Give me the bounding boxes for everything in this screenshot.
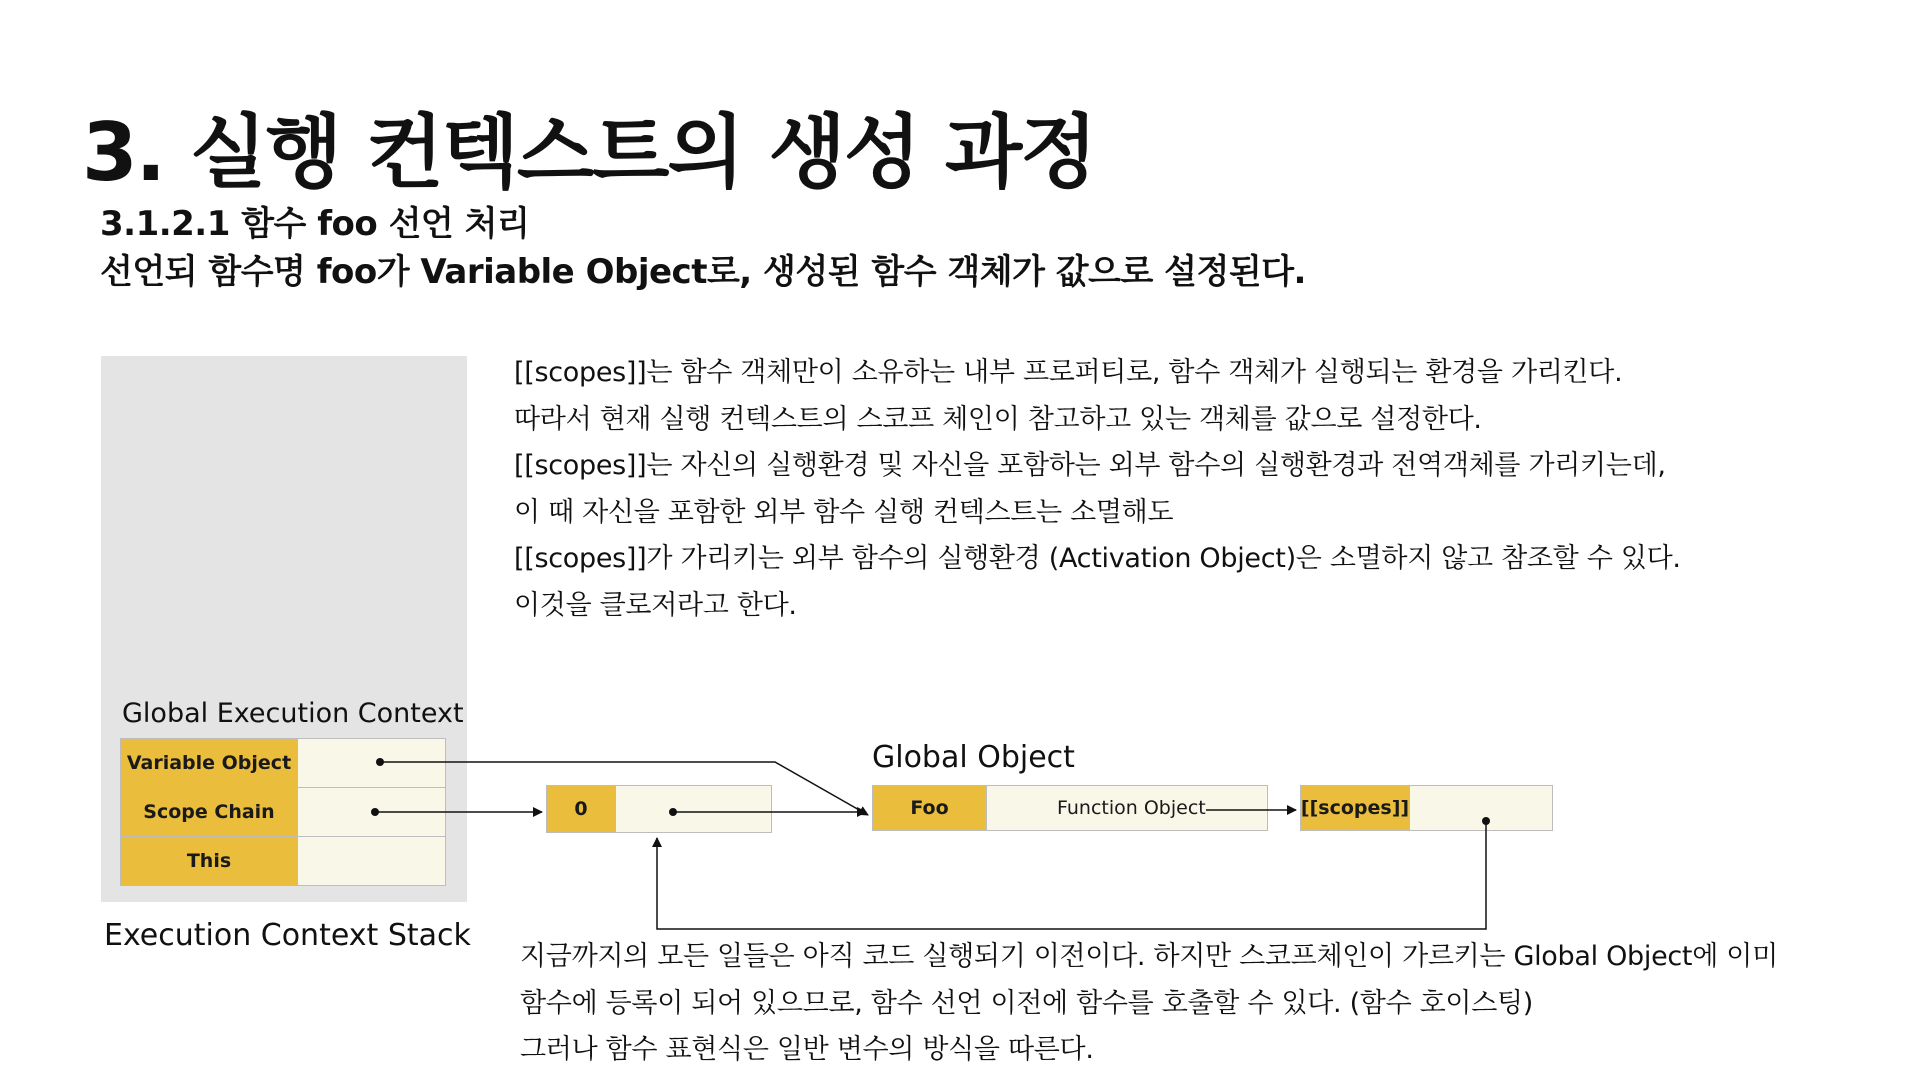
gec-row-scope-chain	[121, 788, 446, 837]
variable-object-key: Variable Object	[121, 739, 298, 788]
global-execution-context-label: Global Execution Context	[122, 698, 464, 729]
explanation-line: [[scopes]]는 자신의 실행환경 및 자신을 포함하는 외부 함수의 실행환경과 전역객체를 가리키는데,	[514, 450, 1666, 481]
scopes-to-list-arrow	[657, 821, 1486, 929]
explanation-line: 함수에 등록이 되어 있으므로, 함수 선언 이전에 함수를 호출할 수 있다. (함수 호이스팅)	[520, 987, 1534, 1019]
variable-object-value	[298, 739, 446, 788]
explanation-bottom	[520, 934, 1778, 1074]
explanation-line: 그러나 함수 표현식은 일반 변수의 방식을 따른다.	[520, 1034, 1094, 1065]
this-value	[298, 837, 446, 886]
scope-chain-key: Scope Chain	[121, 788, 298, 837]
function-object-text: Function Object	[1057, 797, 1206, 819]
gec-row-this	[121, 837, 446, 886]
scope-chain-slot	[615, 785, 772, 833]
explanation-line: 이것을 클로저라고 한다.	[514, 589, 797, 621]
this-key: This	[121, 837, 298, 886]
global-execution-context-table	[120, 738, 446, 886]
explanation-line: [[scopes]]는 함수 객체만이 소유하는 내부 프로퍼티로, 함수 객체가 실행되는 환경을 가리킨다.	[514, 357, 1623, 388]
gec-row-variable-object	[121, 739, 446, 788]
explanation-line: [[scopes]]가 가리키는 외부 함수의 실행환경 (Activation Object)은 소멸하지 않고 참조할 수 있다.	[514, 543, 1681, 574]
explanation-line: 지금까지의 모든 일들은 아직 코드 실행되기 이전이다. 하지만 스코프체인이 가르키는 Global Object에 이미	[520, 941, 1778, 972]
explanation-line: 따라서 현재 실행 컨텍스트의 스코프 체인이 참고하고 있는 객체를 값으로 설정한다.	[514, 403, 1482, 435]
global-object-label: Global Object	[872, 740, 1075, 775]
explanation-line: 이 때 자신을 포함한 외부 함수 실행 컨텍스트는 소멸해도	[514, 496, 1174, 528]
scope-chain-value	[298, 788, 446, 837]
function-scopes-value	[1409, 785, 1553, 831]
global-object-key-foo: Foo	[872, 785, 987, 831]
page-title: 3. 실행 컨텍스트의 생성 과정	[82, 106, 1096, 199]
function-scopes-key: [[scopes]]	[1300, 785, 1410, 831]
explanation-top	[514, 350, 1681, 629]
scope-chain-index: 0	[546, 785, 616, 833]
execution-context-stack-label: Execution Context Stack	[104, 918, 471, 953]
section-subtitle: 3.1.2.1 함수 foo 선언 처리	[100, 204, 530, 244]
lead-sentence: 선언되 함수명 foo가 Variable Object로, 생성된 함수 객체가 값으로 설정된다.	[100, 252, 1306, 292]
global-object-value	[986, 785, 1268, 831]
